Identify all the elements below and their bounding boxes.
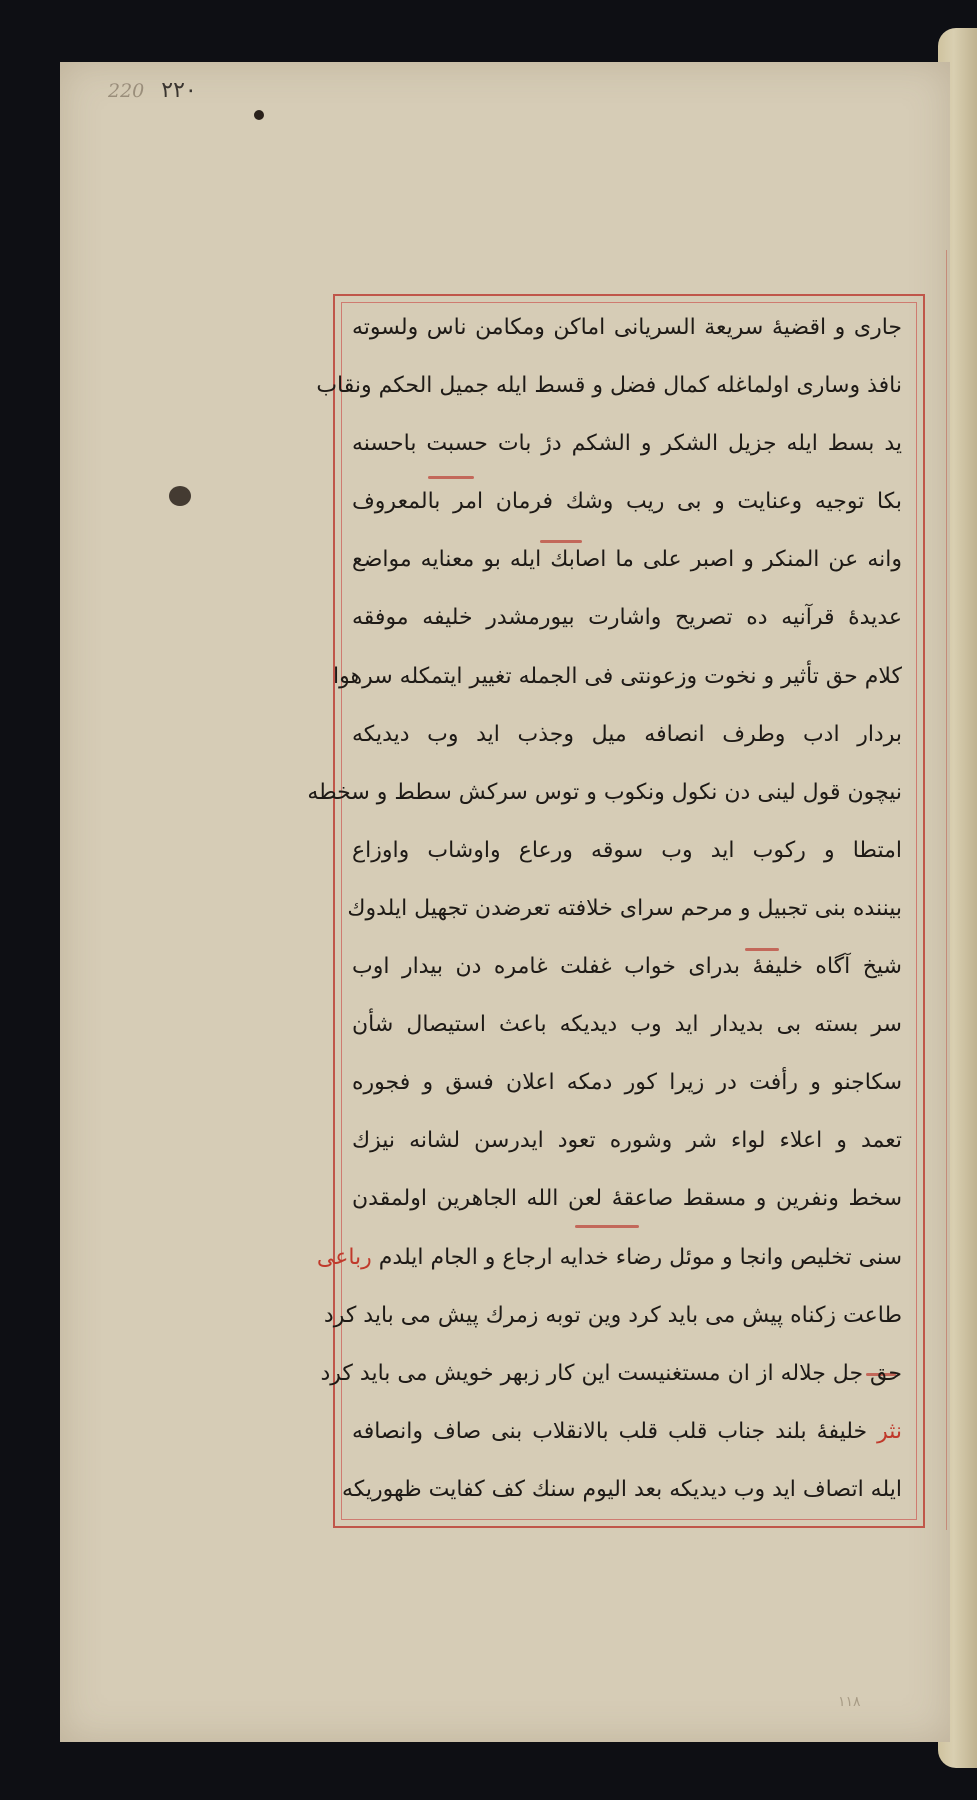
text-line: وانه عن المنکر و اصبر علی ما اصابك ایله بو معنایه مواضع — [352, 547, 902, 573]
text-line: جاری و اقضیهٔ سریعة السریانی اماکن ومکامن ناس ولسوته — [352, 315, 902, 340]
text-line: ید بسط ایله جزیل الشکر و الشکم درٔ بات حسبت باحسنه — [352, 431, 902, 457]
text-line: نیچون قول لینی دن نکول ونکوب و توس سرکش سطط و سخطه — [307, 779, 902, 805]
text-line: حق جل جلاله از ان مستغنیست این کار زبهر خویش می باید کرد — [320, 1360, 902, 1386]
folio-ink-number: ٢٢٠ — [161, 78, 197, 103]
text-line: نافذ وساری اولماغله کمال فضل و قسط ایله جمیل الحکم ونقاب — [316, 373, 902, 399]
folio-pencil-number: 220 — [108, 80, 145, 102]
text-line: طاعت زکناه پیش می باید کرد وین توبه زمرك پیش می باید کرد — [323, 1302, 902, 1328]
text-line: بیننده بنی تجبیل و مرحم سرای خلافته تعرضدن تجهیل ایلدوك — [347, 895, 902, 921]
folio-number — [108, 78, 197, 103]
text-line: شیخ آگاه خلیفهٔ بدرای خواب غفلت غامره دن بیدار اوب — [352, 954, 902, 980]
rubric-word: نثر — [877, 1418, 902, 1444]
text-line: امتطا و رکوب اید وب سوقه ورعاع واوشاب واوزاع — [352, 837, 902, 863]
text-line: سکاجنو و رأفت در زیرا کور دمکه اعلان فسق و فجوره — [352, 1070, 902, 1096]
text-line: کلام حق تأثیر و نخوت وزعونتی فی الجمله تغییر ایتمکله سرهوا — [333, 663, 902, 689]
folio-bottom-mark: ١١٨ — [838, 1694, 861, 1710]
rubric-word: رباعی — [316, 1244, 372, 1270]
text-line: سخط ونفرین و مسقط صاعقهٔ لعن الله الجاهرین اولمقدن — [352, 1186, 902, 1212]
text-line: سر بسته بی بدیدار اید وب دیدیکه باعث استیصال شأن — [352, 1012, 902, 1038]
ink-blot-small — [254, 110, 264, 120]
text-line: تعمد و اعلاء لواء شر وشوره تعود ایدرسن لشانه نیزك — [352, 1128, 902, 1154]
ink-blot-large — [169, 486, 191, 506]
text-line: بردار ادب وطرف انصافه میل وجذب اید وب دیدیکه — [352, 721, 902, 747]
text-line: ایله اتصاف اید وب دیدیکه بعد الیوم سنك کف کفایت ظهوریکه — [341, 1476, 902, 1502]
main-text — [307, 304, 906, 1514]
text-line: سنی تخلیص وانجا و موئل رضاء خدایه ارجاع و الجام ایلدم رباعی — [316, 1244, 902, 1270]
adjacent-margin-rule — [946, 250, 971, 1530]
text-line: نثر خلیفهٔ بلند جناب قلب قلب بالانقلاب بنی صاف وانصافه — [352, 1418, 902, 1444]
text-line: بکا توجیه وعنایت و بی ریب وشك فرمان امر بالمعروف — [352, 489, 902, 515]
text-line: عدیدهٔ قرآنیه ده تصریح واشارت بیورمشدر خلیفه موفقه — [352, 605, 902, 631]
